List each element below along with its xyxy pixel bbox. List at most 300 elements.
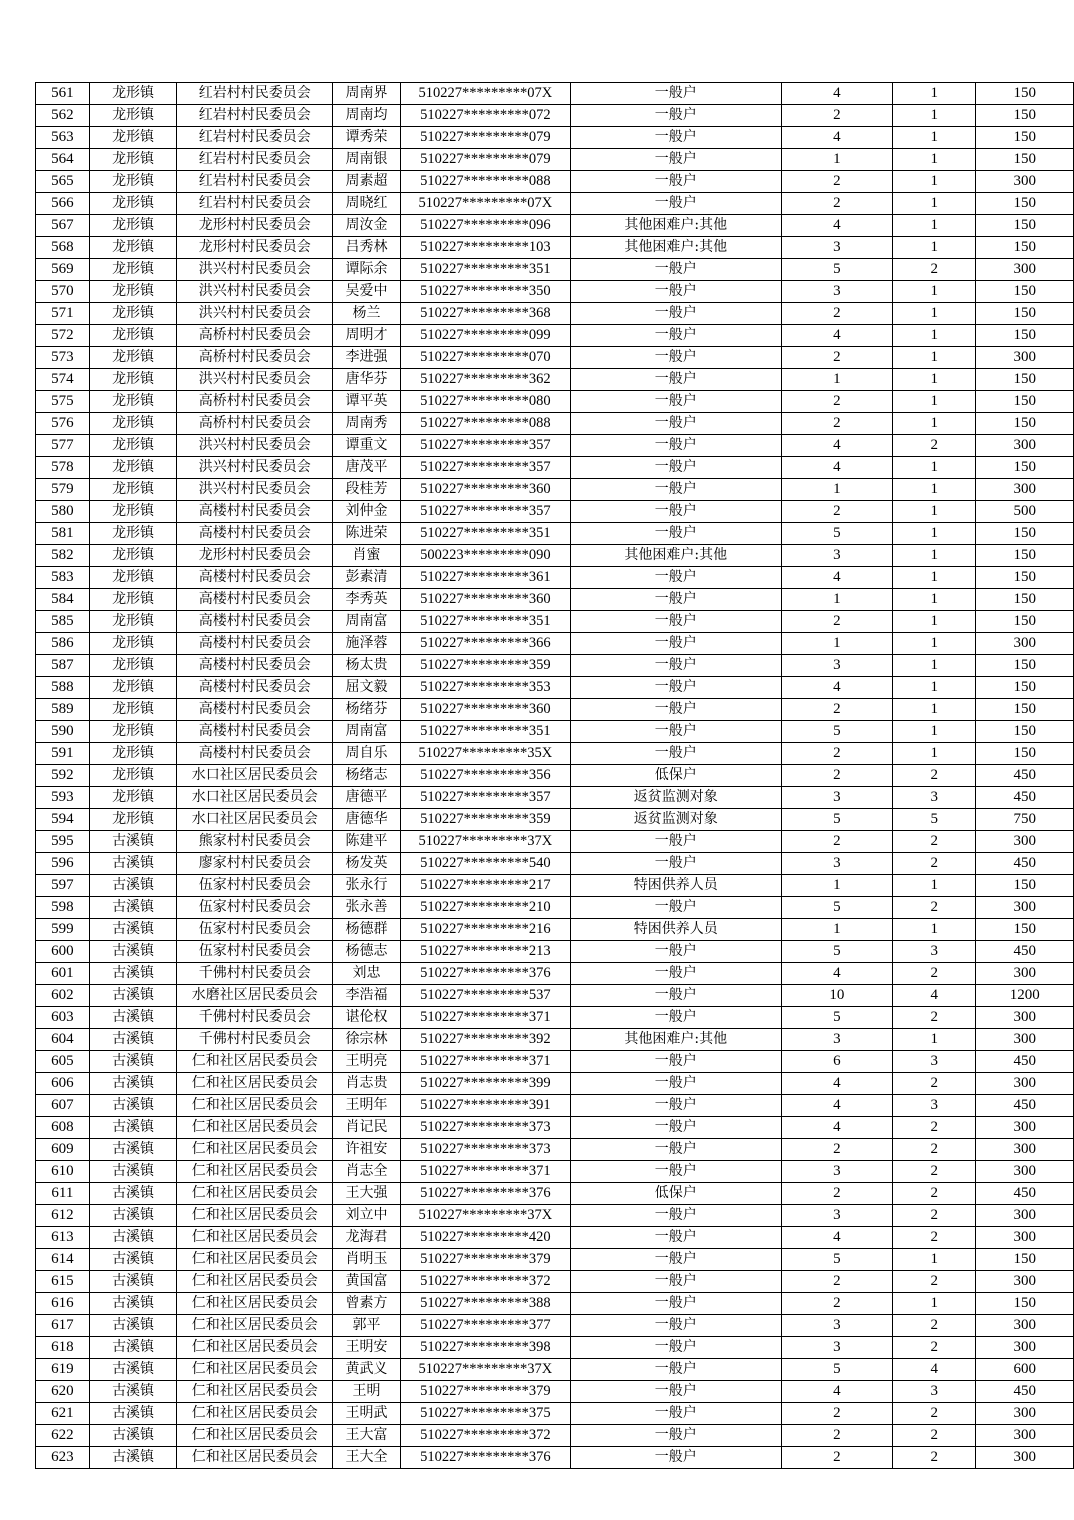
committee-cell: 红岩村村民委员会 — [177, 105, 333, 127]
household-type-cell: 一般户 — [570, 1205, 781, 1227]
table-body — [36, 83, 1074, 1469]
table-row — [36, 171, 1074, 193]
name-cell: 张永善 — [333, 897, 401, 919]
committee-cell: 红岩村村民委员会 — [177, 171, 333, 193]
id-number-cell: 510227*********359 — [400, 809, 570, 831]
town-cell: 古溪镇 — [89, 1293, 177, 1315]
assisted-persons-cell: 1 — [893, 589, 976, 611]
row-number-cell: 601 — [36, 963, 90, 985]
committee-cell: 仁和社区居民委员会 — [177, 1249, 333, 1271]
household-type-cell: 一般户 — [570, 677, 781, 699]
amount-cell: 150 — [976, 611, 1074, 633]
assisted-persons-cell: 2 — [893, 963, 976, 985]
assisted-persons-cell: 5 — [893, 809, 976, 831]
row-number-cell: 615 — [36, 1271, 90, 1293]
table-row — [36, 1425, 1074, 1447]
id-number-cell: 510227*********371 — [400, 1161, 570, 1183]
household-type-cell: 一般户 — [570, 1249, 781, 1271]
committee-cell: 仁和社区居民委员会 — [177, 1183, 333, 1205]
row-number-cell: 583 — [36, 567, 90, 589]
name-cell: 黄武义 — [333, 1359, 401, 1381]
amount-cell: 300 — [976, 633, 1074, 655]
assisted-persons-cell: 2 — [893, 1183, 976, 1205]
town-cell: 龙形镇 — [89, 457, 177, 479]
town-cell: 龙形镇 — [89, 787, 177, 809]
table-row — [36, 875, 1074, 897]
town-cell: 龙形镇 — [89, 105, 177, 127]
town-cell: 古溪镇 — [89, 1227, 177, 1249]
household-type-cell: 一般户 — [570, 897, 781, 919]
id-number-cell: 510227*********356 — [400, 765, 570, 787]
id-number-cell: 510227*********351 — [400, 259, 570, 281]
committee-cell: 水磨社区居民委员会 — [177, 985, 333, 1007]
assisted-persons-cell: 4 — [893, 985, 976, 1007]
committee-cell: 洪兴村村民委员会 — [177, 435, 333, 457]
town-cell: 龙形镇 — [89, 501, 177, 523]
town-cell: 古溪镇 — [89, 963, 177, 985]
table-row — [36, 1139, 1074, 1161]
committee-cell: 高楼村村民委员会 — [177, 699, 333, 721]
assisted-persons-cell: 2 — [893, 853, 976, 875]
row-number-cell: 606 — [36, 1073, 90, 1095]
row-number-cell: 623 — [36, 1447, 90, 1469]
household-size-cell: 1 — [781, 919, 892, 941]
name-cell: 杨德志 — [333, 941, 401, 963]
household-size-cell: 10 — [781, 985, 892, 1007]
household-type-cell: 一般户 — [570, 1447, 781, 1469]
name-cell: 周南界 — [333, 83, 401, 105]
name-cell: 刘忠 — [333, 963, 401, 985]
amount-cell: 300 — [976, 1117, 1074, 1139]
table-row — [36, 611, 1074, 633]
id-number-cell: 510227*********391 — [400, 1095, 570, 1117]
table-row — [36, 1095, 1074, 1117]
table-row — [36, 523, 1074, 545]
id-number-cell: 510227*********351 — [400, 611, 570, 633]
household-type-cell: 一般户 — [570, 1425, 781, 1447]
table-row — [36, 853, 1074, 875]
row-number-cell: 586 — [36, 633, 90, 655]
assisted-persons-cell: 2 — [893, 1073, 976, 1095]
table-row — [36, 787, 1074, 809]
name-cell: 王明武 — [333, 1403, 401, 1425]
committee-cell: 红岩村村民委员会 — [177, 193, 333, 215]
household-size-cell: 4 — [781, 1227, 892, 1249]
name-cell: 吕秀林 — [333, 237, 401, 259]
town-cell: 龙形镇 — [89, 303, 177, 325]
town-cell: 龙形镇 — [89, 83, 177, 105]
table-row — [36, 963, 1074, 985]
amount-cell: 150 — [976, 589, 1074, 611]
household-type-cell: 一般户 — [570, 171, 781, 193]
household-type-cell: 一般户 — [570, 699, 781, 721]
name-cell: 肖志全 — [333, 1161, 401, 1183]
amount-cell: 150 — [976, 127, 1074, 149]
row-number-cell: 599 — [36, 919, 90, 941]
assisted-persons-cell: 2 — [893, 1403, 976, 1425]
name-cell: 周明才 — [333, 325, 401, 347]
amount-cell: 150 — [976, 677, 1074, 699]
household-size-cell: 3 — [781, 1315, 892, 1337]
household-type-cell: 一般户 — [570, 479, 781, 501]
household-type-cell: 一般户 — [570, 1315, 781, 1337]
table-row — [36, 501, 1074, 523]
household-size-cell: 5 — [781, 721, 892, 743]
name-cell: 周南银 — [333, 149, 401, 171]
assisted-persons-cell: 1 — [893, 501, 976, 523]
name-cell: 屈文毅 — [333, 677, 401, 699]
id-number-cell: 510227*********088 — [400, 413, 570, 435]
id-number-cell: 510227*********375 — [400, 1403, 570, 1425]
town-cell: 龙形镇 — [89, 589, 177, 611]
row-number-cell: 605 — [36, 1051, 90, 1073]
household-size-cell: 2 — [781, 1139, 892, 1161]
household-type-cell: 一般户 — [570, 831, 781, 853]
household-size-cell: 1 — [781, 479, 892, 501]
amount-cell: 300 — [976, 1161, 1074, 1183]
committee-cell: 高楼村村民委员会 — [177, 743, 333, 765]
id-number-cell: 510227*********099 — [400, 325, 570, 347]
committee-cell: 伍家村村民委员会 — [177, 875, 333, 897]
town-cell: 龙形镇 — [89, 435, 177, 457]
name-cell: 李秀英 — [333, 589, 401, 611]
amount-cell: 150 — [976, 105, 1074, 127]
town-cell: 龙形镇 — [89, 721, 177, 743]
household-type-cell: 其他困难户:其他 — [570, 1029, 781, 1051]
household-size-cell: 3 — [781, 1337, 892, 1359]
household-size-cell: 2 — [781, 1403, 892, 1425]
row-number-cell: 576 — [36, 413, 90, 435]
town-cell: 龙形镇 — [89, 259, 177, 281]
town-cell: 古溪镇 — [89, 1051, 177, 1073]
amount-cell: 150 — [976, 413, 1074, 435]
household-size-cell: 3 — [781, 1205, 892, 1227]
amount-cell: 150 — [976, 1293, 1074, 1315]
committee-cell: 高楼村村民委员会 — [177, 501, 333, 523]
table-row — [36, 677, 1074, 699]
table-row — [36, 765, 1074, 787]
name-cell: 杨兰 — [333, 303, 401, 325]
household-size-cell: 4 — [781, 1117, 892, 1139]
committee-cell: 千佛村村民委员会 — [177, 963, 333, 985]
assisted-persons-cell: 3 — [893, 787, 976, 809]
amount-cell: 150 — [976, 281, 1074, 303]
household-type-cell: 一般户 — [570, 303, 781, 325]
town-cell: 龙形镇 — [89, 171, 177, 193]
table-row — [36, 1271, 1074, 1293]
committee-cell: 仁和社区居民委员会 — [177, 1205, 333, 1227]
table-row — [36, 545, 1074, 567]
table-row — [36, 325, 1074, 347]
town-cell: 古溪镇 — [89, 1249, 177, 1271]
table-row — [36, 1315, 1074, 1337]
id-number-cell: 510227*********080 — [400, 391, 570, 413]
row-number-cell: 613 — [36, 1227, 90, 1249]
committee-cell: 高桥村村民委员会 — [177, 391, 333, 413]
id-number-cell: 510227*********103 — [400, 237, 570, 259]
amount-cell: 150 — [976, 149, 1074, 171]
table-row — [36, 1403, 1074, 1425]
town-cell: 古溪镇 — [89, 1205, 177, 1227]
id-number-cell: 510227*********357 — [400, 435, 570, 457]
assisted-persons-cell: 2 — [893, 831, 976, 853]
household-size-cell: 5 — [781, 1359, 892, 1381]
household-type-cell: 一般户 — [570, 105, 781, 127]
assisted-persons-cell: 1 — [893, 743, 976, 765]
table-row — [36, 941, 1074, 963]
row-number-cell: 572 — [36, 325, 90, 347]
household-size-cell: 2 — [781, 1293, 892, 1315]
row-number-cell: 621 — [36, 1403, 90, 1425]
household-type-cell: 一般户 — [570, 1381, 781, 1403]
row-number-cell: 589 — [36, 699, 90, 721]
amount-cell: 150 — [976, 1249, 1074, 1271]
assisted-persons-cell: 1 — [893, 699, 976, 721]
household-type-cell: 一般户 — [570, 1117, 781, 1139]
committee-cell: 洪兴村村民委员会 — [177, 479, 333, 501]
household-size-cell: 2 — [781, 611, 892, 633]
id-number-cell: 510227*********357 — [400, 787, 570, 809]
committee-cell: 红岩村村民委员会 — [177, 83, 333, 105]
household-type-cell: 一般户 — [570, 1139, 781, 1161]
name-cell: 许祖安 — [333, 1139, 401, 1161]
town-cell: 龙形镇 — [89, 325, 177, 347]
household-type-cell: 低保户 — [570, 765, 781, 787]
row-number-cell: 584 — [36, 589, 90, 611]
row-number-cell: 598 — [36, 897, 90, 919]
name-cell: 张永行 — [333, 875, 401, 897]
household-type-cell: 一般户 — [570, 501, 781, 523]
committee-cell: 高楼村村民委员会 — [177, 633, 333, 655]
household-size-cell: 5 — [781, 1249, 892, 1271]
row-number-cell: 600 — [36, 941, 90, 963]
assisted-persons-cell: 1 — [893, 655, 976, 677]
household-type-cell: 一般户 — [570, 1293, 781, 1315]
household-size-cell: 1 — [781, 633, 892, 655]
name-cell: 周南富 — [333, 721, 401, 743]
town-cell: 龙形镇 — [89, 677, 177, 699]
row-number-cell: 610 — [36, 1161, 90, 1183]
name-cell: 王大强 — [333, 1183, 401, 1205]
table-row — [36, 347, 1074, 369]
row-number-cell: 570 — [36, 281, 90, 303]
name-cell: 李浩福 — [333, 985, 401, 1007]
row-number-cell: 581 — [36, 523, 90, 545]
name-cell: 杨发英 — [333, 853, 401, 875]
household-size-cell: 3 — [781, 655, 892, 677]
household-size-cell: 3 — [781, 1161, 892, 1183]
name-cell: 彭素清 — [333, 567, 401, 589]
committee-cell: 水口社区居民委员会 — [177, 765, 333, 787]
name-cell: 刘仲金 — [333, 501, 401, 523]
amount-cell: 450 — [976, 1051, 1074, 1073]
id-number-cell: 510227*********360 — [400, 699, 570, 721]
committee-cell: 仁和社区居民委员会 — [177, 1073, 333, 1095]
town-cell: 龙形镇 — [89, 149, 177, 171]
row-number-cell: 609 — [36, 1139, 90, 1161]
id-number-cell: 510227*********373 — [400, 1139, 570, 1161]
name-cell: 刘立中 — [333, 1205, 401, 1227]
name-cell: 杨绪芬 — [333, 699, 401, 721]
household-size-cell: 3 — [781, 237, 892, 259]
id-number-cell: 510227*********366 — [400, 633, 570, 655]
household-size-cell: 4 — [781, 215, 892, 237]
name-cell: 杨太贵 — [333, 655, 401, 677]
committee-cell: 高桥村村民委员会 — [177, 325, 333, 347]
committee-cell: 水口社区居民委员会 — [177, 809, 333, 831]
assisted-persons-cell: 2 — [893, 1117, 976, 1139]
committee-cell: 高楼村村民委员会 — [177, 523, 333, 545]
town-cell: 龙形镇 — [89, 765, 177, 787]
name-cell: 唐茂平 — [333, 457, 401, 479]
amount-cell: 300 — [976, 1205, 1074, 1227]
table-row — [36, 105, 1074, 127]
household-type-cell: 一般户 — [570, 1161, 781, 1183]
amount-cell: 300 — [976, 963, 1074, 985]
name-cell: 吴爱中 — [333, 281, 401, 303]
amount-cell: 300 — [976, 347, 1074, 369]
row-number-cell: 612 — [36, 1205, 90, 1227]
household-size-cell: 5 — [781, 259, 892, 281]
name-cell: 周晓红 — [333, 193, 401, 215]
name-cell: 王大全 — [333, 1447, 401, 1469]
household-size-cell: 4 — [781, 1381, 892, 1403]
assisted-persons-cell: 1 — [893, 281, 976, 303]
town-cell: 古溪镇 — [89, 1315, 177, 1337]
id-number-cell: 510227*********372 — [400, 1271, 570, 1293]
household-size-cell: 6 — [781, 1051, 892, 1073]
id-number-cell: 510227*********359 — [400, 655, 570, 677]
id-number-cell: 510227*********376 — [400, 1447, 570, 1469]
household-type-cell: 一般户 — [570, 347, 781, 369]
household-type-cell: 一般户 — [570, 435, 781, 457]
committee-cell: 千佛村村民委员会 — [177, 1029, 333, 1051]
assisted-persons-cell: 2 — [893, 897, 976, 919]
committee-cell: 熊家村村民委员会 — [177, 831, 333, 853]
id-number-cell: 510227*********360 — [400, 479, 570, 501]
name-cell: 周南均 — [333, 105, 401, 127]
assisted-persons-cell: 1 — [893, 149, 976, 171]
amount-cell: 450 — [976, 1381, 1074, 1403]
town-cell: 龙形镇 — [89, 281, 177, 303]
row-number-cell: 622 — [36, 1425, 90, 1447]
assisted-persons-cell: 1 — [893, 193, 976, 215]
assisted-persons-cell: 1 — [893, 105, 976, 127]
row-number-cell: 562 — [36, 105, 90, 127]
row-number-cell: 596 — [36, 853, 90, 875]
assisted-persons-cell: 1 — [893, 567, 976, 589]
name-cell: 谭重文 — [333, 435, 401, 457]
id-number-cell: 510227*********096 — [400, 215, 570, 237]
town-cell: 古溪镇 — [89, 1425, 177, 1447]
household-size-cell: 2 — [781, 105, 892, 127]
household-size-cell: 1 — [781, 589, 892, 611]
committee-cell: 高桥村村民委员会 — [177, 347, 333, 369]
name-cell: 徐宗林 — [333, 1029, 401, 1051]
table-row — [36, 743, 1074, 765]
name-cell: 曾素方 — [333, 1293, 401, 1315]
town-cell: 古溪镇 — [89, 1381, 177, 1403]
household-type-cell: 低保户 — [570, 1183, 781, 1205]
town-cell: 龙形镇 — [89, 369, 177, 391]
amount-cell: 300 — [976, 1029, 1074, 1051]
household-type-cell: 一般户 — [570, 1095, 781, 1117]
id-number-cell: 510227*********07X — [400, 193, 570, 215]
assisted-persons-cell: 1 — [893, 875, 976, 897]
committee-cell: 高桥村村民委员会 — [177, 413, 333, 435]
committee-cell: 仁和社区居民委员会 — [177, 1139, 333, 1161]
committee-cell: 洪兴村村民委员会 — [177, 259, 333, 281]
id-number-cell: 510227*********361 — [400, 567, 570, 589]
name-cell: 唐华芬 — [333, 369, 401, 391]
id-number-cell: 500223*********090 — [400, 545, 570, 567]
household-type-cell: 一般户 — [570, 633, 781, 655]
household-size-cell: 2 — [781, 831, 892, 853]
table-row — [36, 809, 1074, 831]
name-cell: 谭平英 — [333, 391, 401, 413]
amount-cell: 450 — [976, 765, 1074, 787]
row-number-cell: 578 — [36, 457, 90, 479]
id-number-cell: 510227*********371 — [400, 1007, 570, 1029]
name-cell: 王明年 — [333, 1095, 401, 1117]
amount-cell: 150 — [976, 721, 1074, 743]
row-number-cell: 582 — [36, 545, 90, 567]
table-row — [36, 83, 1074, 105]
assisted-persons-cell: 1 — [893, 237, 976, 259]
household-size-cell: 4 — [781, 83, 892, 105]
household-size-cell: 4 — [781, 1095, 892, 1117]
committee-cell: 水口社区居民委员会 — [177, 787, 333, 809]
committee-cell: 高楼村村民委员会 — [177, 567, 333, 589]
assisted-persons-cell: 1 — [893, 1029, 976, 1051]
household-type-cell: 一般户 — [570, 523, 781, 545]
id-number-cell: 510227*********37X — [400, 1359, 570, 1381]
household-type-cell: 一般户 — [570, 1359, 781, 1381]
household-type-cell: 其他困难户:其他 — [570, 545, 781, 567]
town-cell: 龙形镇 — [89, 743, 177, 765]
household-size-cell: 2 — [781, 413, 892, 435]
assisted-persons-cell: 1 — [893, 721, 976, 743]
table-row — [36, 1381, 1074, 1403]
household-size-cell: 4 — [781, 457, 892, 479]
town-cell: 古溪镇 — [89, 985, 177, 1007]
household-type-cell: 一般户 — [570, 1051, 781, 1073]
town-cell: 龙形镇 — [89, 413, 177, 435]
committee-cell: 高楼村村民委员会 — [177, 677, 333, 699]
row-number-cell: 566 — [36, 193, 90, 215]
name-cell: 段桂芳 — [333, 479, 401, 501]
row-number-cell: 564 — [36, 149, 90, 171]
row-number-cell: 565 — [36, 171, 90, 193]
row-number-cell: 616 — [36, 1293, 90, 1315]
name-cell: 王明安 — [333, 1337, 401, 1359]
name-cell: 肖明玉 — [333, 1249, 401, 1271]
household-type-cell: 其他困难户:其他 — [570, 237, 781, 259]
assisted-persons-cell: 1 — [893, 633, 976, 655]
assisted-persons-cell: 2 — [893, 1337, 976, 1359]
town-cell: 龙形镇 — [89, 567, 177, 589]
town-cell: 古溪镇 — [89, 875, 177, 897]
household-type-cell: 一般户 — [570, 655, 781, 677]
table-row — [36, 699, 1074, 721]
town-cell: 龙形镇 — [89, 391, 177, 413]
household-size-cell: 2 — [781, 1183, 892, 1205]
town-cell: 龙形镇 — [89, 127, 177, 149]
row-number-cell: 588 — [36, 677, 90, 699]
assisted-persons-cell: 1 — [893, 413, 976, 435]
town-cell: 古溪镇 — [89, 1183, 177, 1205]
committee-cell: 高楼村村民委员会 — [177, 589, 333, 611]
